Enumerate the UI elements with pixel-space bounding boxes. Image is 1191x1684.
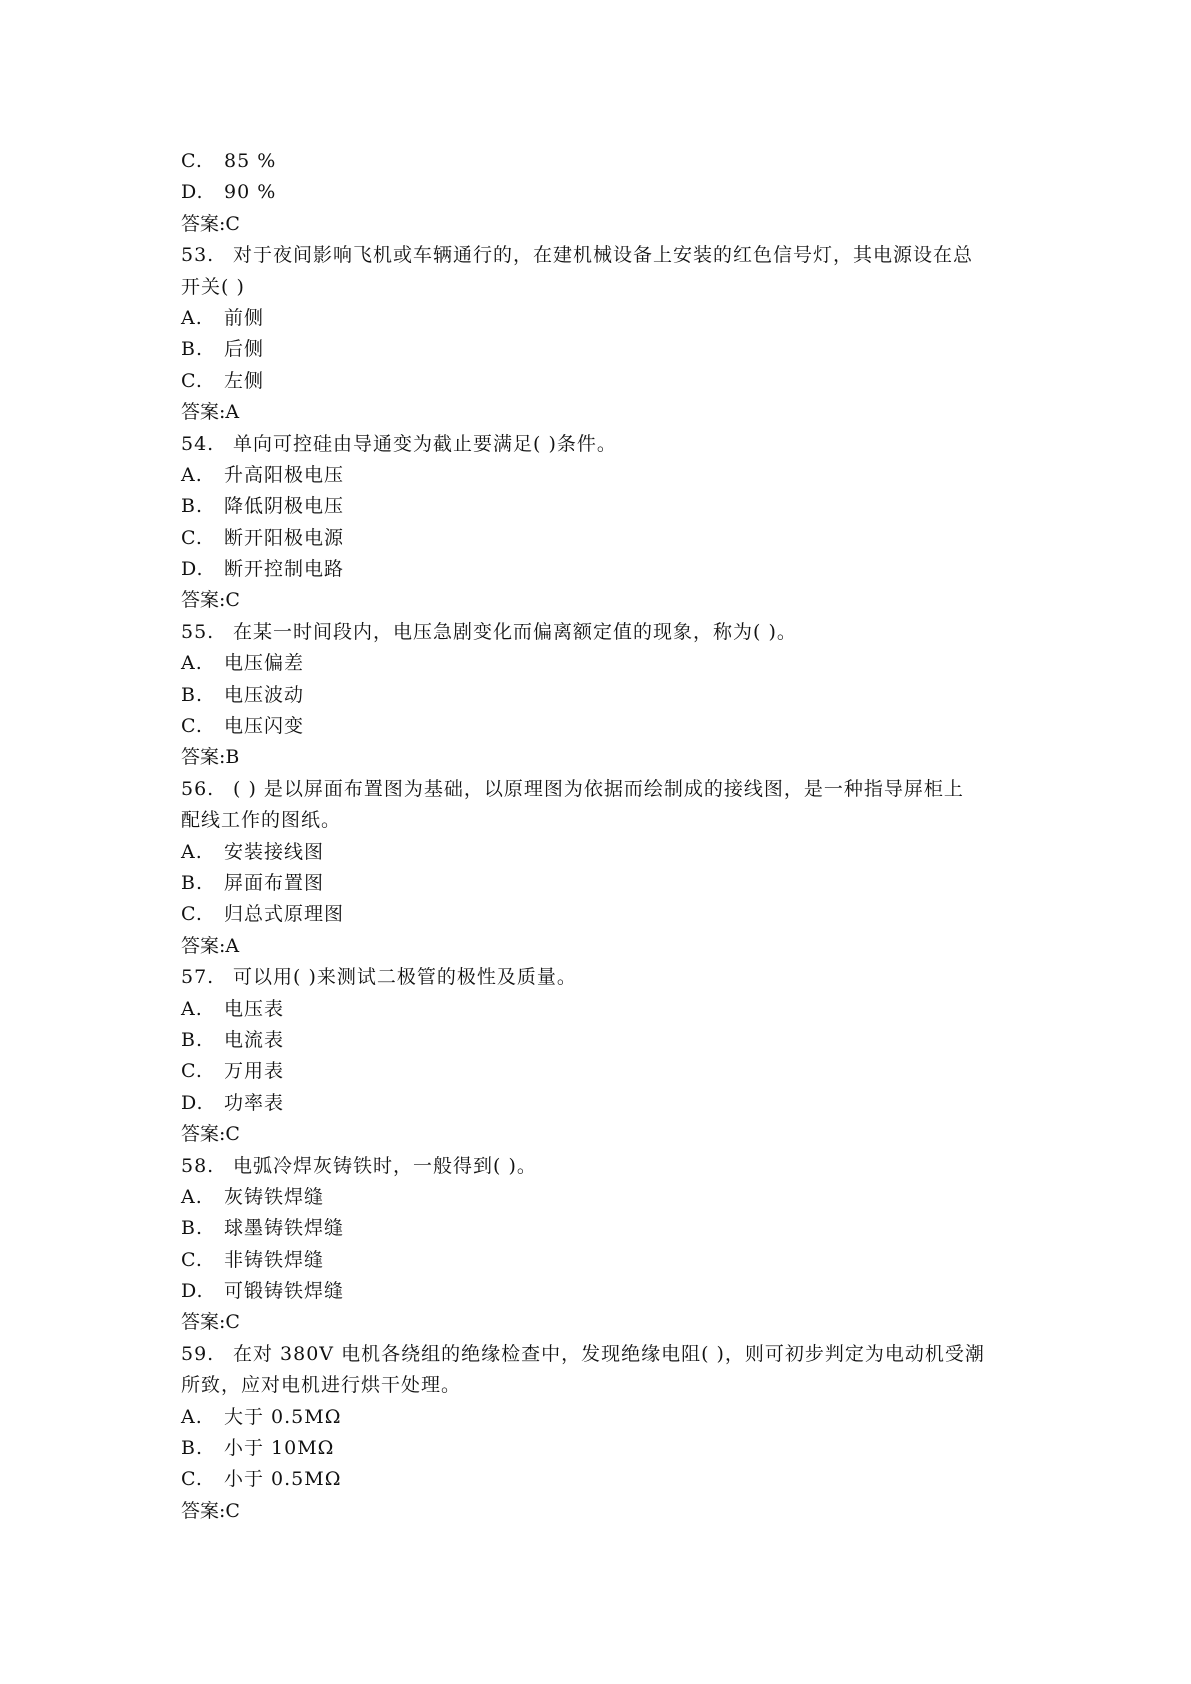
answer-text: 答案:B [181,746,240,769]
answer-text: 答案:A [181,401,240,424]
answer-text: 答案:C [181,1499,240,1522]
question-stem [181,429,1021,460]
question-stem [181,617,1021,648]
option-letter: B. [181,338,204,361]
answer-text: 答案:C [181,1311,240,1334]
option-letter: A. [181,840,203,863]
question-number: 54. [181,432,215,455]
option-line [181,1402,1021,1433]
option-line [181,491,1021,522]
option-text: 90 % [224,181,277,204]
question-text: 在某一时间段内，电压急剧变化而偏离额定值的现象，称为( )。 [233,620,797,643]
question-stem [181,774,1021,805]
question-stem [181,240,1021,271]
option-line [181,366,1021,397]
option-line [181,648,1021,679]
option-line [181,1464,1021,1495]
option-text: 功率表 [224,1091,285,1114]
option-text: 降低阴极电压 [224,495,345,518]
option-letter: A. [181,306,203,329]
question-text: ( ) 是以屏面布置图为基础，以原理图为依据而绘制成的接线图，是一种指导屏柜上 [233,777,964,800]
question-stem-continued [181,805,1021,836]
option-letter: D. [181,558,204,581]
option-letter: C. [181,526,203,549]
option-text: 后侧 [224,338,265,361]
option-text: 安装接线图 [224,840,325,863]
question-text: 所致，应对电机进行烘干处理。 [181,1374,462,1397]
option-text: 85 % [224,150,277,172]
option-letter: D. [181,1280,204,1303]
option-letter: A. [181,1405,203,1428]
option-text: 断开控制电路 [224,558,345,581]
answer-line [181,209,1021,240]
option-line [181,1213,1021,1244]
question-text: 配线工作的图纸。 [181,809,342,832]
question-text: 电弧冷焊灰铸铁时，一般得到( )。 [233,1154,537,1177]
answer-text: 答案:C [181,1123,240,1146]
question-number: 59. [181,1342,215,1365]
option-line [181,1433,1021,1464]
option-line [181,868,1021,899]
answer-line [181,1119,1021,1150]
option-letter: C. [181,150,203,172]
option-text: 可锻铸铁焊缝 [224,1280,345,1303]
option-line [181,1088,1021,1119]
question-number: 58. [181,1154,215,1177]
option-letter: A. [181,1185,203,1208]
option-line [181,554,1021,585]
answer-text: 答案:C [181,212,240,235]
option-text: 电压表 [224,997,285,1020]
option-text: 左侧 [224,369,265,392]
option-line [181,1056,1021,1087]
option-line [181,177,1021,208]
question-stem-continued [181,1370,1021,1401]
option-line [181,1025,1021,1056]
question-text: 在对 380V 电机各绕组的绝缘检查中，发现绝缘电阻( )，则可初步判定为电动机受潮 [233,1342,985,1365]
option-line [181,303,1021,334]
question-number: 57. [181,966,215,989]
question-number: 56. [181,777,215,800]
answer-line [181,1496,1021,1527]
option-text: 前侧 [224,306,265,329]
option-text: 升高阳极电压 [224,463,345,486]
option-text: 电流表 [224,1028,285,1051]
answer-line [181,1307,1021,1338]
option-line [181,1182,1021,1213]
option-letter: A. [181,463,203,486]
option-line [181,711,1021,742]
option-text: 归总式原理图 [224,903,345,926]
option-letter: A. [181,652,203,675]
option-line [181,334,1021,365]
answer-line [181,585,1021,616]
option-letter: C. [181,369,203,392]
exam-page [181,146,1021,1527]
option-text: 非铸铁焊缝 [224,1248,325,1271]
option-line [181,899,1021,930]
option-letter: C. [181,903,203,926]
question-stem [181,962,1021,993]
option-text: 小于 0.5MΩ [224,1468,342,1491]
option-text: 电压闪变 [224,715,305,738]
option-letter: A. [181,997,203,1020]
option-text: 电压偏差 [224,652,305,675]
option-letter: B. [181,683,204,706]
question-text: 可以用( )来测试二极管的极性及质量。 [233,966,577,989]
option-letter: B. [181,1437,204,1460]
option-line [181,523,1021,554]
option-letter: B. [181,1028,204,1051]
option-line [181,460,1021,491]
option-text: 万用表 [224,1060,285,1083]
question-stem-continued [181,272,1021,303]
option-text: 电压波动 [224,683,305,706]
option-letter: D. [181,1091,204,1114]
option-letter: C. [181,1060,203,1083]
option-line [181,146,1021,177]
option-letter: B. [181,871,204,894]
option-line [181,1245,1021,1276]
option-text: 小于 10MΩ [224,1437,335,1460]
question-number: 53. [181,244,215,267]
option-text: 屏面布置图 [224,871,325,894]
answer-text: 答案:A [181,934,240,957]
option-letter: C. [181,1468,203,1491]
option-text: 灰铸铁焊缝 [224,1185,325,1208]
question-stem [181,1339,1021,1370]
option-line [181,1276,1021,1307]
answer-line [181,397,1021,428]
option-text: 球墨铸铁焊缝 [224,1217,345,1240]
option-letter: B. [181,1217,204,1240]
option-line [181,994,1021,1025]
option-letter: C. [181,1248,203,1271]
question-text: 开关( ) [181,275,245,298]
question-text: 单向可控硅由导通变为截止要满足( )条件。 [233,432,617,455]
question-text: 对于夜间影响飞机或车辆通行的，在建机械设备上安装的红色信号灯，其电源设在总 [233,244,974,267]
option-letter: C. [181,715,203,738]
question-number: 55. [181,620,215,643]
option-text: 断开阳极电源 [224,526,345,549]
option-text: 大于 0.5MΩ [224,1405,342,1428]
answer-line [181,931,1021,962]
option-letter: D. [181,181,204,204]
option-line [181,680,1021,711]
answer-line [181,742,1021,773]
question-stem [181,1151,1021,1182]
option-line [181,837,1021,868]
answer-text: 答案:C [181,589,240,612]
option-letter: B. [181,495,204,518]
